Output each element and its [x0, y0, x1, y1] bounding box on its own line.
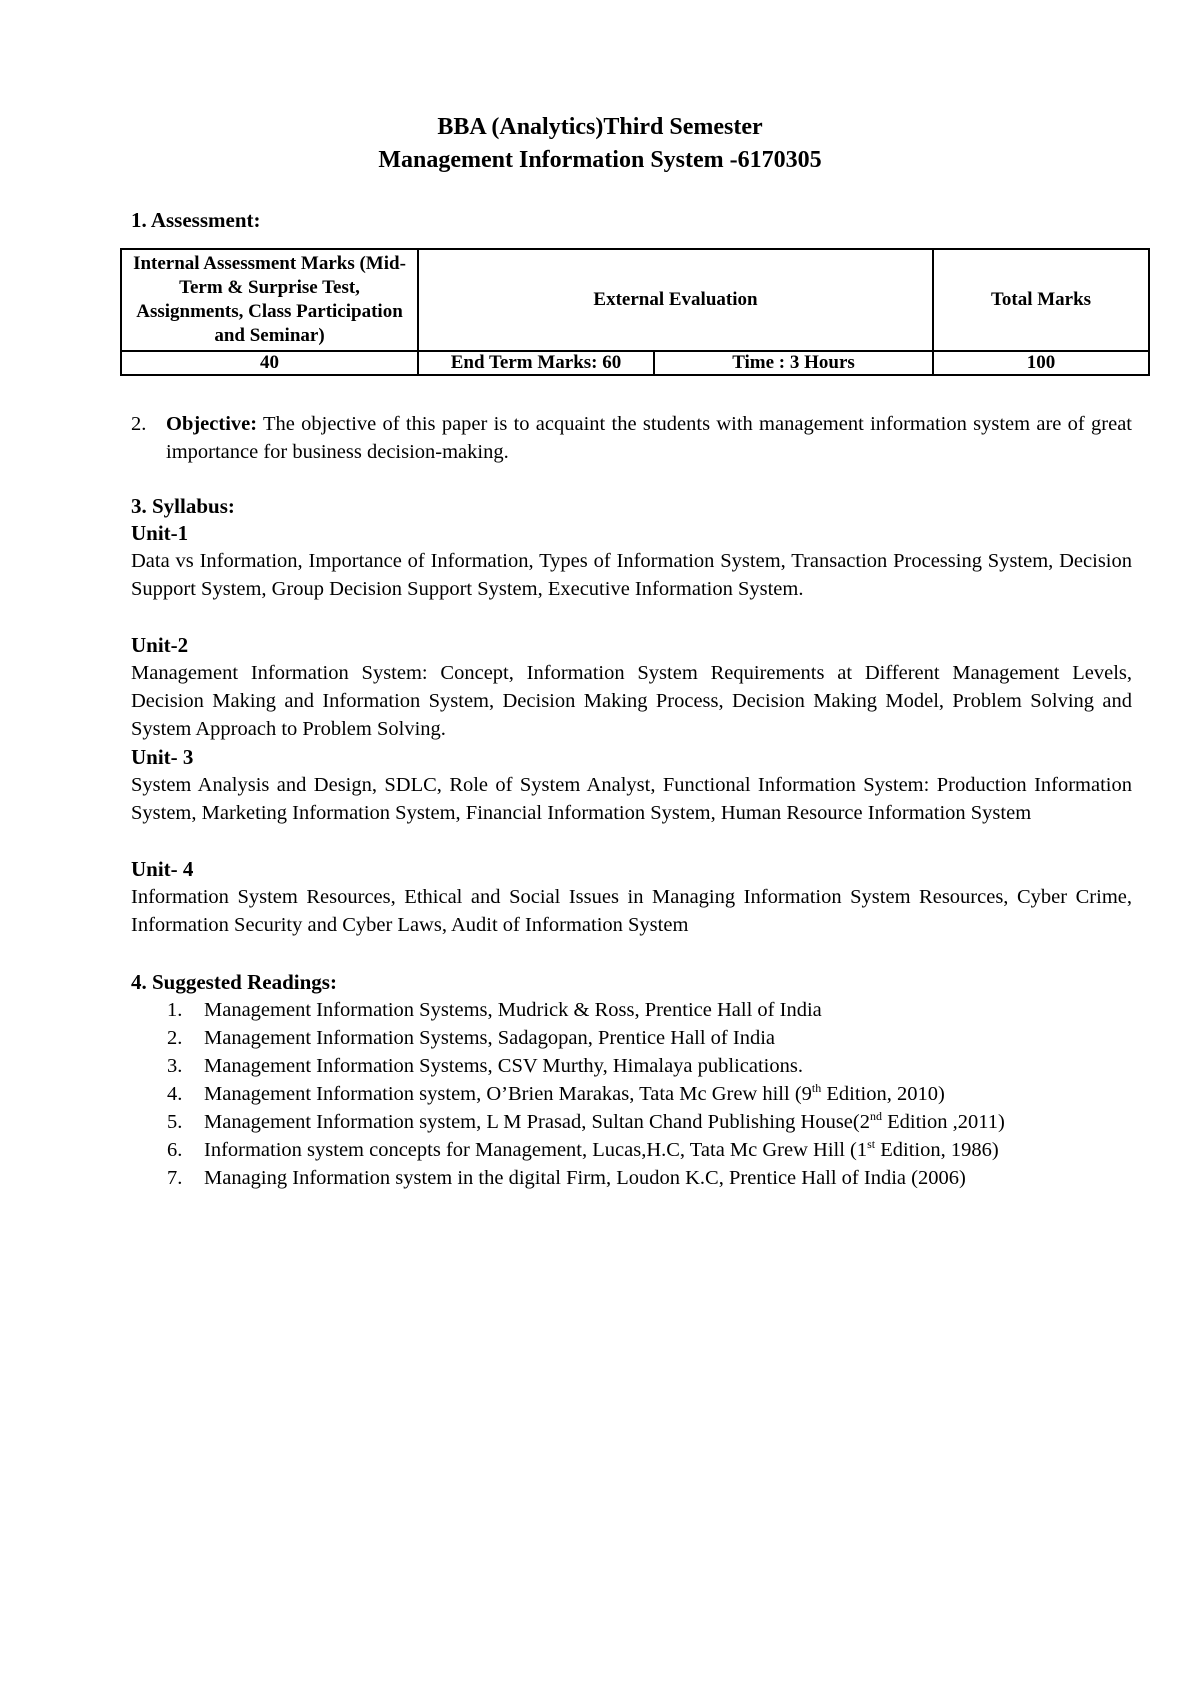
- total-marks-value: 100: [933, 351, 1149, 375]
- reading-text-tail: Edition, 1986): [875, 1139, 999, 1161]
- reading-text-tail: Edition ,2011): [881, 1111, 1005, 1133]
- objective-paragraph: [166, 410, 1132, 466]
- reading-number: 2.: [167, 1027, 183, 1049]
- readings-list: [131, 996, 1132, 1192]
- internal-marks-value: 40: [121, 351, 418, 375]
- reading-text: Management Information Systems, Sadagopan, Prentice Hall of India: [204, 1027, 776, 1049]
- objective-section: [131, 410, 1132, 466]
- assessment-heading: 1. Assessment:: [131, 208, 261, 232]
- reading-text: Information system concepts for Management, Lucas,H.C, Tata Mc Grew Hill (1: [204, 1139, 868, 1161]
- unit-3-title: Unit- 3: [131, 745, 194, 769]
- objective-number: 2.: [131, 413, 147, 435]
- assessment-values-row: [121, 351, 1149, 375]
- assessment-table: [120, 248, 1150, 376]
- syllabus-heading: 3. Syllabus:: [131, 494, 235, 518]
- reading-number: 7.: [167, 1167, 183, 1189]
- assessment-header-row: [121, 249, 1149, 351]
- unit-4-text: Information System Resources, Ethical and Social Issues in Managing Information System Resources, Cyber Crime, Information Security and Cyber Laws, Audit of Information System: [131, 886, 1132, 936]
- objective-text: The objective of this paper is to acquaint the students with management information system are of great importance for business decision-making.: [166, 413, 1132, 463]
- reading-number: 3.: [167, 1055, 183, 1077]
- readings-heading: 4. Suggested Readings:: [131, 970, 337, 994]
- objective-label: Objective:: [166, 413, 258, 435]
- total-marks-header: Total Marks: [933, 249, 1149, 351]
- reading-item: [131, 1052, 1132, 1080]
- reading-superscript: nd: [869, 1109, 882, 1124]
- reading-number: 6.: [167, 1139, 183, 1161]
- reading-item: [131, 1136, 1132, 1164]
- reading-text-tail: Edition, 2010): [821, 1083, 945, 1105]
- unit-3-text: System Analysis and Design, SDLC, Role of System Analyst, Functional Information System: Production Information System, Marketing Information System, Financial Information System, Human Resource Information System: [131, 774, 1132, 824]
- reading-number: 4.: [167, 1083, 183, 1105]
- reading-number: 5.: [167, 1111, 183, 1133]
- reading-text: Management Information system, L M Prasad, Sultan Chand Publishing House(2: [204, 1111, 870, 1133]
- internal-assessment-header: Internal Assessment Marks (Mid-Term & Surprise Test, Assignments, Class Participation and Seminar): [121, 249, 418, 351]
- reading-item: [131, 1024, 1132, 1052]
- reading-item: [131, 1080, 1132, 1108]
- reading-text: Managing Information system in the digital Firm, Loudon K.C, Prentice Hall of India (2006): [204, 1167, 966, 1189]
- reading-item: [131, 1164, 1132, 1192]
- end-term-marks-value: End Term Marks: 60: [418, 351, 654, 375]
- reading-text: Management Information Systems, Mudrick & Ross, Prentice Hall of India: [204, 999, 822, 1021]
- unit-1-title: Unit-1: [131, 521, 189, 545]
- reading-item: [131, 996, 1132, 1024]
- reading-superscript: th: [811, 1081, 822, 1096]
- unit-2-text: Management Information System: Concept, Information System Requirements at Different Management Levels, Decision Making and Information System, Decision Making Process, Decision Making Model, Problem Solving and System Approach to Problem Solving.: [131, 662, 1132, 740]
- course-title: Management Information System -6170305: [378, 147, 822, 173]
- unit-4-title: Unit- 4: [131, 857, 194, 881]
- unit-2-title: Unit-2: [131, 633, 189, 657]
- reading-number: 1.: [167, 999, 183, 1021]
- reading-text: Management Information Systems, CSV Murthy, Himalaya publications.: [204, 1055, 803, 1077]
- external-evaluation-header: External Evaluation: [418, 249, 933, 351]
- reading-text: Management Information system, O’Brien Marakas, Tata Mc Grew hill (9: [204, 1083, 812, 1105]
- program-title: BBA (Analytics)Third Semester: [437, 114, 763, 140]
- unit-1-text: Data vs Information, Importance of Information, Types of Information System, Transaction Processing System, Decision Support System, Group Decision Support System, Executive Information System.: [131, 550, 1132, 600]
- reading-item: [131, 1108, 1132, 1136]
- reading-superscript: st: [867, 1137, 876, 1152]
- exam-time-value: Time : 3 Hours: [654, 351, 933, 375]
